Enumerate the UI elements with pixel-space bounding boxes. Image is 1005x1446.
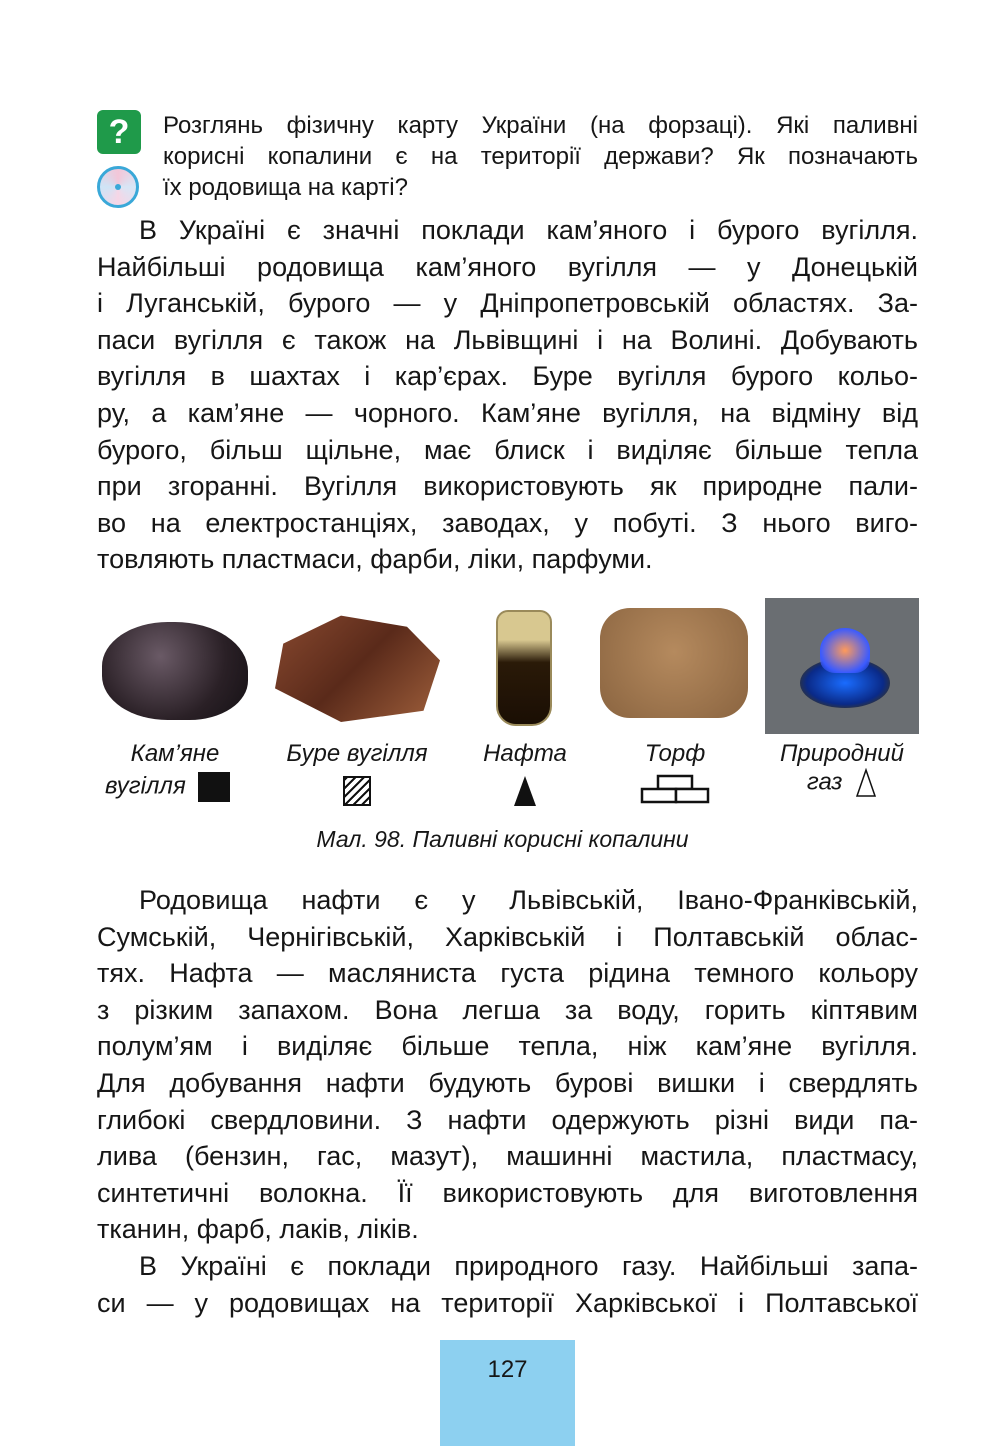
oil-symbol-icon: [514, 776, 536, 806]
question-text: [163, 110, 918, 203]
text-line: Для добування нафти будують бурові вишки і свердлять: [97, 1067, 918, 1098]
brown-coal-symbol-icon: [343, 776, 371, 806]
text-line: Найбільші родовища кам’яного вугілля — у Донецькій: [97, 251, 918, 282]
text-line: при згоранні. Вугілля використовують як природне пали-: [97, 471, 918, 502]
label-text: Торф: [644, 740, 706, 767]
text-line: во на електростанціях, заводах, у побуті. З нього виго-: [97, 507, 918, 538]
oil-flask-image: [478, 600, 566, 728]
text-line: їх родовища на карті?: [163, 174, 408, 201]
brown-coal-image: [275, 610, 440, 722]
gas-flame-image: [765, 598, 919, 734]
text-line: В Україні є значні поклади кам’яного і бурого вугілля.: [139, 215, 918, 245]
text-line: і Луганській, бурого — у Дніпропетровській областях. За-: [97, 288, 918, 319]
text-line: ру, а кам’яне — чорного. Кам’яне вугілля, на відміну від: [97, 397, 918, 428]
text-line: синтетичні волокна. Її використовують для виготовлення: [97, 1177, 918, 1208]
question-icon: ?: [97, 110, 141, 154]
label-text: Нафта: [483, 740, 567, 767]
label-text: вугілля: [105, 772, 186, 800]
page-number: 127: [440, 1340, 575, 1446]
text-line: Розглянь фізичну карту України (на форзаці). Які паливні: [163, 112, 918, 139]
legend-gas: [762, 740, 922, 798]
text-line: товляють пластмаси, фарби, ліки, парфуми.: [97, 544, 653, 575]
legend-brown-coal: [272, 740, 442, 813]
text-line: полум’ям і виділяє більше тепла, ніж кам’яне вугілля.: [97, 1031, 918, 1062]
text-line: паси вугілля є також на Львівщині і на Волині. Добувають: [97, 324, 918, 355]
label-text: Кам’яне: [130, 740, 220, 767]
text-line: з різким запахом. Вона легша за воду, горить кіптявим: [97, 994, 918, 1025]
peat-image: [600, 608, 748, 718]
paragraph-oil: [97, 882, 918, 1248]
text-line: лива (бензин, гас, мазут), машинні мастила, пластмасу,: [97, 1141, 918, 1172]
peat-symbol-icon: [640, 774, 710, 804]
disc-icon: [97, 166, 139, 208]
legend-oil: [475, 740, 575, 813]
paragraph-coal: [97, 212, 918, 578]
text-line: вугілля в шахтах і кар’єрах. Буре вугілля бурого кольо-: [97, 361, 918, 392]
text-line: бурого, більш щільне, має блиск і виділяє більше тепла: [97, 434, 918, 465]
text-line: корисні копалини є на території держави? Як позначають: [163, 143, 918, 170]
coal-image: [102, 622, 248, 720]
text-line: тях. Нафта — масляниста густа рідина темного кольору: [97, 958, 918, 989]
text-line: Сумській, Чернігівській, Харківській і Полтавській облас-: [97, 921, 918, 952]
figure-caption: Мал. 98. Паливні корисні копалини: [316, 826, 689, 852]
paragraph-gas: [97, 1248, 918, 1321]
gas-symbol-icon: [855, 768, 877, 798]
text-line: си — у родовищах на території Харківської і Полтавської: [97, 1287, 918, 1318]
text-line: Родовища нафти є у Львівській, Івано-Франківській,: [139, 885, 918, 915]
coal-symbol-icon: [198, 772, 230, 802]
text-line: тканин, фарб, лаків, ліків.: [97, 1214, 419, 1245]
text-line: глибокі свердловини. З нафти одержують різні види па-: [97, 1104, 918, 1135]
label-text: Природний: [780, 740, 904, 767]
text-line: В Україні є поклади природного газу. Найбільші запа-: [139, 1251, 918, 1281]
legend-peat: [625, 740, 725, 811]
label-text: газ: [806, 768, 843, 796]
label-text: Буре вугілля: [286, 740, 428, 767]
legend-coal: [105, 740, 245, 802]
